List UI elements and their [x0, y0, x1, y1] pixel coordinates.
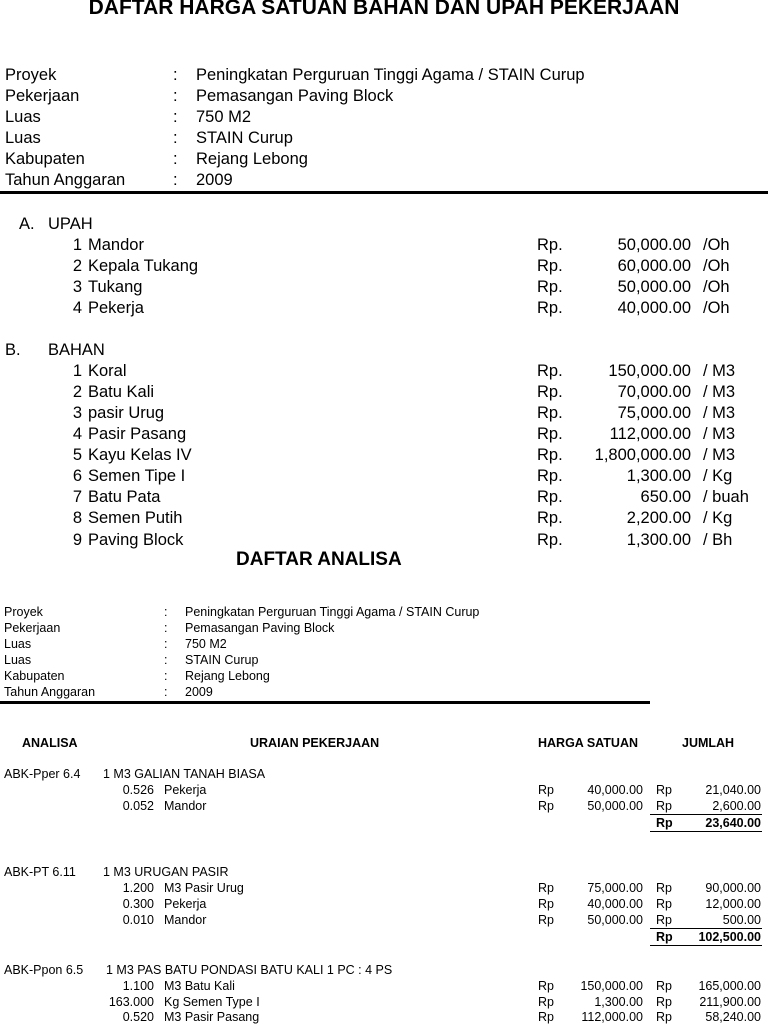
header2-label: Proyek	[4, 605, 43, 619]
total-rp: Rp	[656, 816, 673, 830]
analysis-title: 1 M3 GALIAN TANAH BIASA	[103, 767, 266, 781]
item-name: Kayu Kelas IV	[88, 446, 192, 464]
row-desc: Mandor	[164, 799, 207, 813]
item-currency: Rp.	[537, 446, 563, 464]
row-rp: Rp	[656, 881, 672, 895]
analysis-title: 1 M3 URUGAN PASIR	[103, 865, 229, 879]
item-currency: Rp.	[537, 488, 563, 506]
row-amount: 500.00	[722, 913, 761, 927]
analysis-code: ABK-Ppon 6.5	[4, 963, 84, 977]
row-price: 50,000.00	[587, 799, 643, 813]
header2-value: STAIN Curup	[185, 653, 259, 667]
row-rp: Rp	[656, 783, 672, 797]
row-desc: M3 Pasir Pasang	[164, 1010, 260, 1024]
row-rp: Rp	[656, 979, 672, 993]
header2-divider	[0, 701, 650, 704]
item-currency: Rp.	[537, 362, 563, 380]
row-price: 150,000.00	[580, 979, 643, 993]
analysis-title: 1 M3 PAS BATU PONDASI BATU KALI 1 PC : 4 PS	[106, 963, 393, 977]
item-no: 3	[72, 278, 82, 296]
item-price: 75,000.00	[617, 404, 691, 422]
row-coef: 0.052	[122, 799, 154, 813]
item-no: 6	[72, 467, 82, 485]
bahan-letter: B.	[5, 341, 21, 359]
item-unit: / M3	[703, 425, 736, 443]
row-amount: 58,240.00	[705, 1010, 761, 1024]
total-divider	[650, 814, 762, 815]
item-price: 60,000.00	[617, 257, 691, 275]
item-no: 3	[72, 404, 82, 422]
header1-sep: :	[173, 66, 178, 84]
row-amount: 2,600.00	[712, 799, 761, 813]
col-analisa: ANALISA	[22, 736, 78, 750]
row-rp: Rp	[538, 799, 554, 813]
row-price: 40,000.00	[587, 897, 643, 911]
row-coef: 0.520	[122, 1010, 154, 1024]
header1-sep: :	[173, 108, 178, 126]
item-price: 50,000.00	[617, 236, 691, 254]
total-amount: 23,640.00	[705, 816, 761, 830]
header1-sep: :	[173, 171, 178, 189]
item-no: 2	[72, 383, 82, 401]
row-rp: Rp	[538, 881, 554, 895]
row-desc: Pekerja	[164, 783, 207, 797]
header1-sep: :	[173, 87, 178, 105]
item-price: 650.00	[640, 488, 691, 506]
header1-label: Luas	[5, 108, 41, 126]
item-price: 1,800,000.00	[594, 446, 691, 464]
item-currency: Rp.	[537, 467, 563, 485]
row-rp: Rp	[538, 979, 554, 993]
row-price: 50,000.00	[587, 913, 643, 927]
header1-divider	[0, 191, 768, 194]
item-price: 150,000.00	[608, 362, 691, 380]
header1-label: Kabupaten	[5, 150, 85, 168]
item-no: 4	[72, 425, 82, 443]
item-currency: Rp.	[537, 278, 563, 296]
total-underline	[650, 831, 762, 832]
item-price: 112,000.00	[609, 425, 691, 443]
item-no: 1	[72, 362, 82, 380]
row-coef: 0.300	[122, 897, 154, 911]
header2-sep: :	[164, 621, 168, 635]
header2-value: 2009	[185, 685, 213, 699]
item-no: 5	[72, 446, 82, 464]
row-rp: Rp	[538, 995, 554, 1009]
row-amount: 21,040.00	[705, 783, 761, 797]
row-coef: 163.000	[108, 995, 154, 1009]
row-rp: Rp	[538, 897, 554, 911]
item-no: 1	[72, 236, 82, 254]
row-coef: 0.526	[122, 783, 154, 797]
header1-value: STAIN Curup	[196, 129, 293, 147]
analisa-title: DAFTAR ANALISA	[236, 549, 402, 570]
item-unit: /Oh	[703, 299, 730, 317]
header1-value: 2009	[196, 171, 233, 189]
row-rp: Rp	[656, 913, 672, 927]
header1-value: Peningkatan Perguruan Tinggi Agama / STAIN Curup	[196, 66, 585, 84]
header2-label: Tahun Anggaran	[4, 685, 96, 699]
header1-value: 750 M2	[196, 108, 252, 126]
row-rp: Rp	[538, 913, 554, 927]
item-currency: Rp.	[537, 404, 563, 422]
row-rp: Rp	[656, 995, 672, 1009]
header1-value: Pemasangan Paving Block	[196, 87, 394, 105]
item-name: pasir Urug	[88, 404, 165, 422]
item-name: Semen Putih	[88, 509, 183, 527]
item-name: Paving Block	[88, 531, 184, 549]
analysis-code: ABK-Pper 6.4	[4, 767, 81, 781]
item-name: Kepala Tukang	[88, 257, 199, 275]
item-no: 9	[72, 531, 82, 549]
item-price: 1,300.00	[626, 531, 691, 549]
col-harga: HARGA SATUAN	[538, 736, 638, 750]
item-currency: Rp.	[537, 531, 563, 549]
row-price: 75,000.00	[587, 881, 643, 895]
row-amount: 90,000.00	[705, 881, 761, 895]
page-title: DAFTAR HARGA SATUAN BAHAN DAN UPAH PEKERJAAN	[88, 0, 680, 19]
analysis-code: ABK-PT 6.11	[4, 865, 76, 879]
item-unit: / Kg	[703, 467, 733, 485]
item-name: Batu Kali	[88, 383, 155, 401]
row-rp: Rp	[538, 1010, 554, 1024]
item-unit: /Oh	[703, 257, 730, 275]
item-no: 2	[72, 257, 82, 275]
item-currency: Rp.	[537, 236, 563, 254]
header2-label: Luas	[4, 653, 32, 667]
row-desc: M3 Pasir Urug	[164, 881, 244, 895]
row-coef: 0.010	[122, 913, 154, 927]
header2-sep: :	[164, 637, 168, 651]
item-name: Batu Pata	[88, 488, 161, 506]
header1-sep: :	[173, 150, 178, 168]
item-price: 40,000.00	[617, 299, 691, 317]
header2-label: Kabupaten	[4, 669, 65, 683]
item-no: 4	[72, 299, 82, 317]
row-price: 40,000.00	[587, 783, 643, 797]
item-price: 70,000.00	[617, 383, 691, 401]
item-currency: Rp.	[537, 383, 563, 401]
header2-value: Peningkatan Perguruan Tinggi Agama / STAIN Curup	[185, 605, 480, 619]
item-name: Koral	[88, 362, 127, 380]
row-amount: 12,000.00	[705, 897, 761, 911]
header1-label: Pekerjaan	[5, 87, 80, 105]
header2-value: 750 M2	[185, 637, 227, 651]
item-name: Tukang	[88, 278, 143, 296]
total-rp: Rp	[656, 930, 673, 944]
upah-letter: A.	[19, 215, 35, 233]
item-unit: / M3	[703, 404, 736, 422]
header2-sep: :	[164, 685, 168, 699]
item-name: Pasir Pasang	[88, 425, 187, 443]
header1-value: Rejang Lebong	[196, 150, 308, 168]
total-amount: 102,500.00	[698, 930, 761, 944]
row-desc: M3 Batu Kali	[164, 979, 235, 993]
row-rp: Rp	[656, 897, 672, 911]
header1-sep: :	[173, 129, 178, 147]
item-currency: Rp.	[537, 509, 563, 527]
header2-label: Luas	[4, 637, 32, 651]
col-jumlah: JUMLAH	[682, 736, 735, 750]
header1-label: Proyek	[5, 66, 57, 84]
item-currency: Rp.	[537, 299, 563, 317]
item-currency: Rp.	[537, 425, 563, 443]
item-price: 50,000.00	[617, 278, 691, 296]
row-price: 112,000.00	[581, 1010, 643, 1024]
col-uraian: URAIAN PEKERJAAN	[250, 736, 380, 750]
header2-value: Rejang Lebong	[185, 669, 270, 683]
item-name: Semen Tipe I	[88, 467, 186, 485]
item-unit: / Kg	[703, 509, 733, 527]
row-desc: Mandor	[164, 913, 207, 927]
header1-label: Luas	[5, 129, 41, 147]
header2-value: Pemasangan Paving Block	[185, 621, 335, 635]
header2-sep: :	[164, 605, 168, 619]
item-unit: / M3	[703, 446, 736, 464]
row-rp: Rp	[656, 1010, 672, 1024]
item-unit: /Oh	[703, 236, 730, 254]
item-price: 2,200.00	[626, 509, 691, 527]
item-unit: / M3	[703, 362, 736, 380]
header2-label: Pekerjaan	[4, 621, 61, 635]
item-name: Pekerja	[88, 299, 144, 317]
bahan-heading: BAHAN	[48, 341, 105, 359]
header2-sep: :	[164, 653, 168, 667]
item-no: 8	[72, 509, 82, 527]
row-amount: 165,000.00	[698, 979, 761, 993]
header1-label: Tahun Anggaran	[5, 171, 126, 189]
upah-heading: UPAH	[48, 215, 93, 233]
item-unit: / M3	[703, 383, 736, 401]
row-rp: Rp	[538, 783, 554, 797]
item-unit: / Bh	[703, 531, 733, 549]
total-divider	[650, 928, 762, 929]
row-coef: 1.100	[122, 979, 154, 993]
item-name: Mandor	[88, 236, 144, 254]
row-desc: Kg Semen Type I	[164, 995, 260, 1009]
item-no: 7	[72, 488, 82, 506]
row-rp: Rp	[656, 799, 672, 813]
row-price: 1,300.00	[594, 995, 643, 1009]
header2-sep: :	[164, 669, 168, 683]
item-unit: / buah	[703, 488, 749, 506]
item-unit: /Oh	[703, 278, 730, 296]
total-underline	[650, 945, 762, 946]
row-coef: 1.200	[122, 881, 154, 895]
item-currency: Rp.	[537, 257, 563, 275]
item-price: 1,300.00	[626, 467, 691, 485]
row-amount: 211,900.00	[699, 995, 761, 1009]
row-desc: Pekerja	[164, 897, 207, 911]
